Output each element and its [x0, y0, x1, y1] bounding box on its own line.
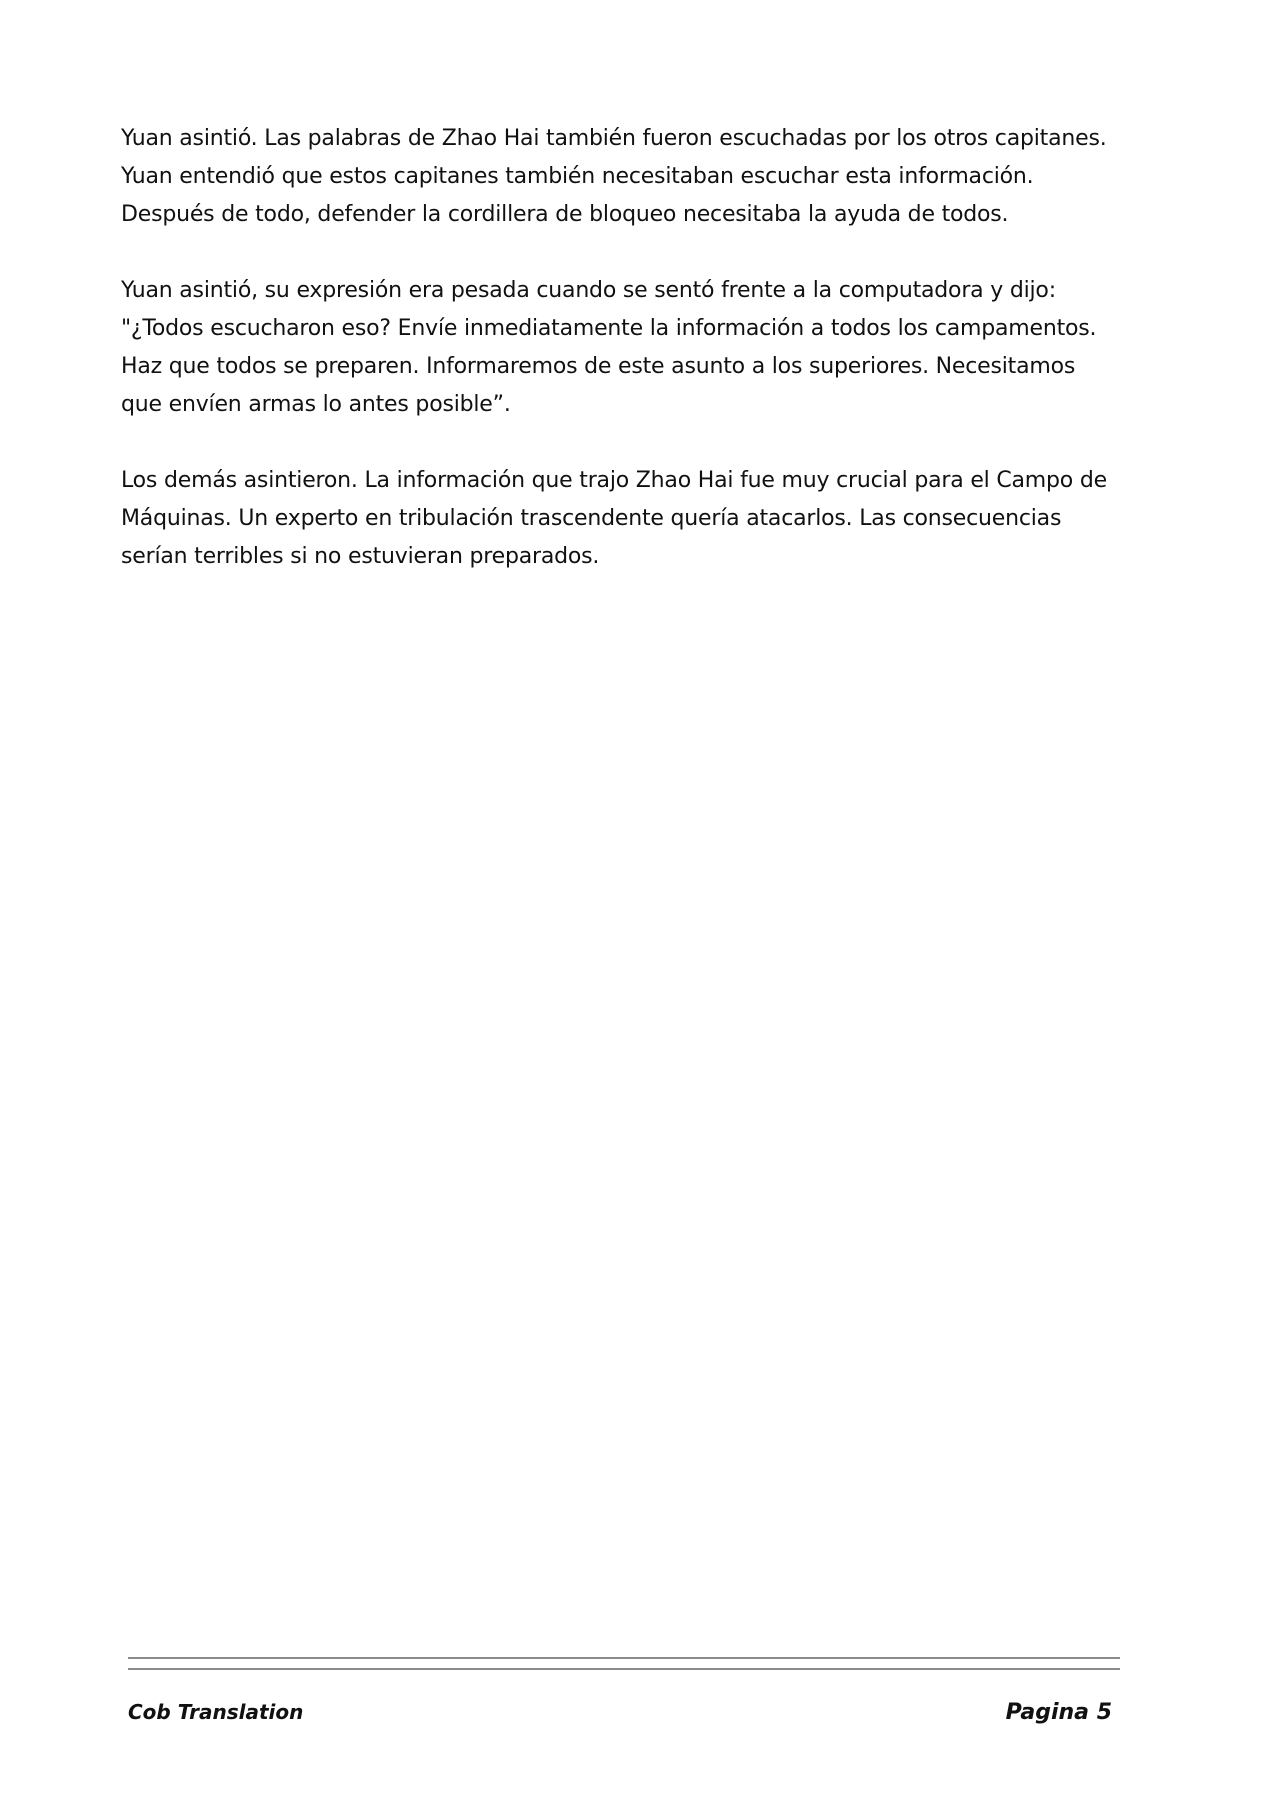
footer-translator-credit: Cob Translation [128, 1700, 304, 1724]
text-line: serían terribles si no estuvieran preparados. [121, 544, 600, 569]
paragraph [121, 462, 1161, 576]
body-text [121, 120, 1161, 614]
footer-divider-bottom [128, 1668, 1120, 1670]
text-line: Yuan asintió. Las palabras de Zhao Hai también fueron escuchadas por los otros capitanes. [121, 126, 1107, 151]
text-line: Yuan entendió que estos capitanes también necesitaban escuchar esta información. [121, 164, 1034, 189]
text-line: Haz que todos se preparen. Informaremos de este asunto a los superiores. Necesitamos [121, 354, 1076, 379]
text-line: que envíen armas lo antes posible”. [121, 392, 511, 417]
footer-divider-top [128, 1657, 1120, 1659]
paragraph [121, 272, 1161, 424]
text-line: Los demás asintieron. La información que trajo Zhao Hai fue muy crucial para el Campo de [121, 468, 1107, 493]
text-line: Máquinas. Un experto en tribulación trascendente quería atacarlos. Las consecuencias [121, 506, 1062, 531]
footer-page-number: Pagina 5 [1005, 1700, 1112, 1725]
paragraph [121, 120, 1161, 234]
text-line: "¿Todos escucharon eso? Envíe inmediatamente la información a todos los campamentos. [121, 316, 1097, 341]
text-line: Yuan asintió, su expresión era pesada cuando se sentó frente a la computadora y dijo: [121, 278, 1056, 303]
text-line: Después de todo, defender la cordillera de bloqueo necesitaba la ayuda de todos. [121, 202, 1009, 227]
